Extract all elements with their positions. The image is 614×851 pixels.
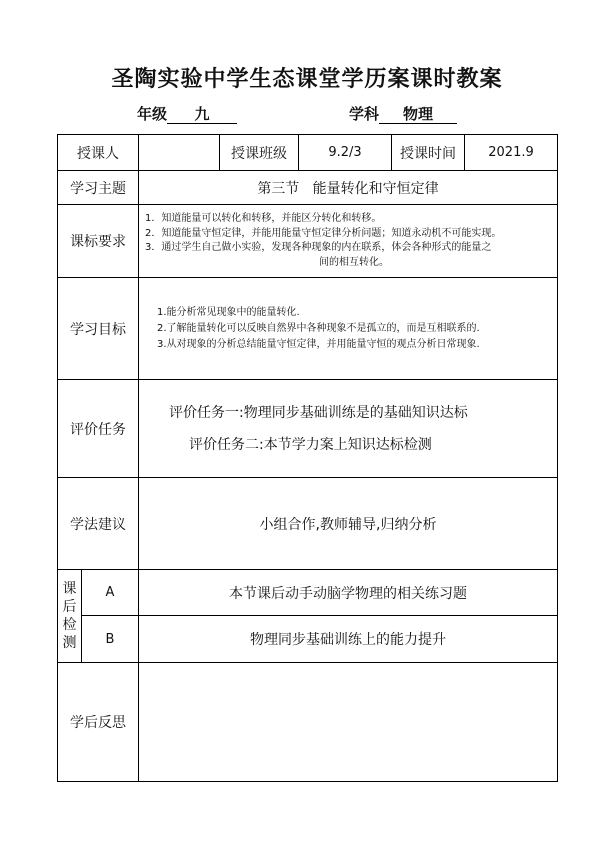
- grade-label: 年级: [137, 105, 168, 123]
- standards-label: 课标要求: [58, 205, 139, 278]
- evaluation-tasks: [139, 380, 558, 478]
- standards-row: [58, 205, 558, 278]
- objectives-label: 学习目标: [58, 278, 139, 380]
- standards-item: 2．知道能量守恒定律，并能用能量守恒定律分析问题；知道永动机不可能实现。: [145, 227, 502, 239]
- check-a-value: 本节课后动手动脑学物理的相关练习题: [139, 570, 558, 616]
- check-b-label: B: [82, 616, 139, 663]
- standards-item: 3．通过学生自己做小实验，发现各种现象的内在联系，体会各种形式的能量之: [145, 242, 492, 253]
- evaluation-label: 评价任务: [58, 380, 139, 478]
- subject-line: [349, 103, 457, 124]
- method-label: 学法建议: [58, 478, 139, 570]
- teacher-label: 授课人: [58, 135, 139, 171]
- check-row-b: [58, 616, 558, 663]
- method-row: [58, 478, 558, 570]
- objectives-row: [58, 278, 558, 380]
- check-a-label: A: [82, 570, 139, 616]
- reflection-label: 学后反思: [58, 663, 139, 782]
- evaluation-task-2: 评价任务二:本节学力案上知识达标检测: [189, 436, 432, 453]
- topic-label: 学习主题: [58, 171, 139, 205]
- standards-item: 间的相互转化。: [319, 256, 389, 268]
- subject-value: 物理: [379, 105, 457, 124]
- class-label: 授课班级: [220, 135, 299, 171]
- page-title: 圣陶实验中学生态课堂学历案课时教案: [111, 66, 503, 92]
- evaluation-task-1: 评价任务一:物理同步基础训练是的基础知识达标: [169, 404, 468, 421]
- reflection-value: [139, 663, 558, 782]
- check-b-value: 物理同步基础训练上的能力提升: [139, 616, 558, 663]
- objective-item: 3.从对现象的分析总结能量守恒定律，并用能量守恒的观点分析日常现象.: [157, 338, 480, 350]
- grade-value: 九: [167, 105, 237, 124]
- objective-item: 2.了解能量转化可以反映自然界中各种现象不是孤立的，而是互相联系的.: [157, 322, 480, 334]
- check-label: [58, 570, 82, 663]
- info-row: [58, 135, 558, 171]
- grade-line: [137, 103, 237, 124]
- evaluation-row: [58, 380, 558, 478]
- reflection-row: [58, 663, 558, 782]
- objectives-list: [139, 278, 558, 380]
- method-value: 小组合作,教师辅导,归纳分析: [139, 478, 558, 570]
- check-label-char: 后: [62, 599, 77, 615]
- topic-value: 第三节 能量转化和守恒定律: [139, 171, 558, 205]
- standards-item: 1．知道能量可以转化和转移，并能区分转化和转移。: [145, 213, 382, 224]
- lesson-plan-table: [57, 134, 558, 782]
- check-label-char: 检: [62, 617, 77, 633]
- check-label-char: 课: [62, 581, 77, 597]
- subject-label: 学科: [349, 105, 380, 123]
- check-label-char: 测: [62, 635, 77, 651]
- check-row-a: [58, 570, 558, 616]
- objective-item: 1.能分析常见现象中的能量转化.: [157, 306, 300, 318]
- teacher-value: [139, 135, 220, 171]
- time-value: 2021.9: [465, 135, 558, 171]
- time-label: 授课时间: [392, 135, 465, 171]
- class-value: 9.2/3: [299, 135, 392, 171]
- standards-list: [139, 205, 558, 278]
- topic-row: [58, 171, 558, 205]
